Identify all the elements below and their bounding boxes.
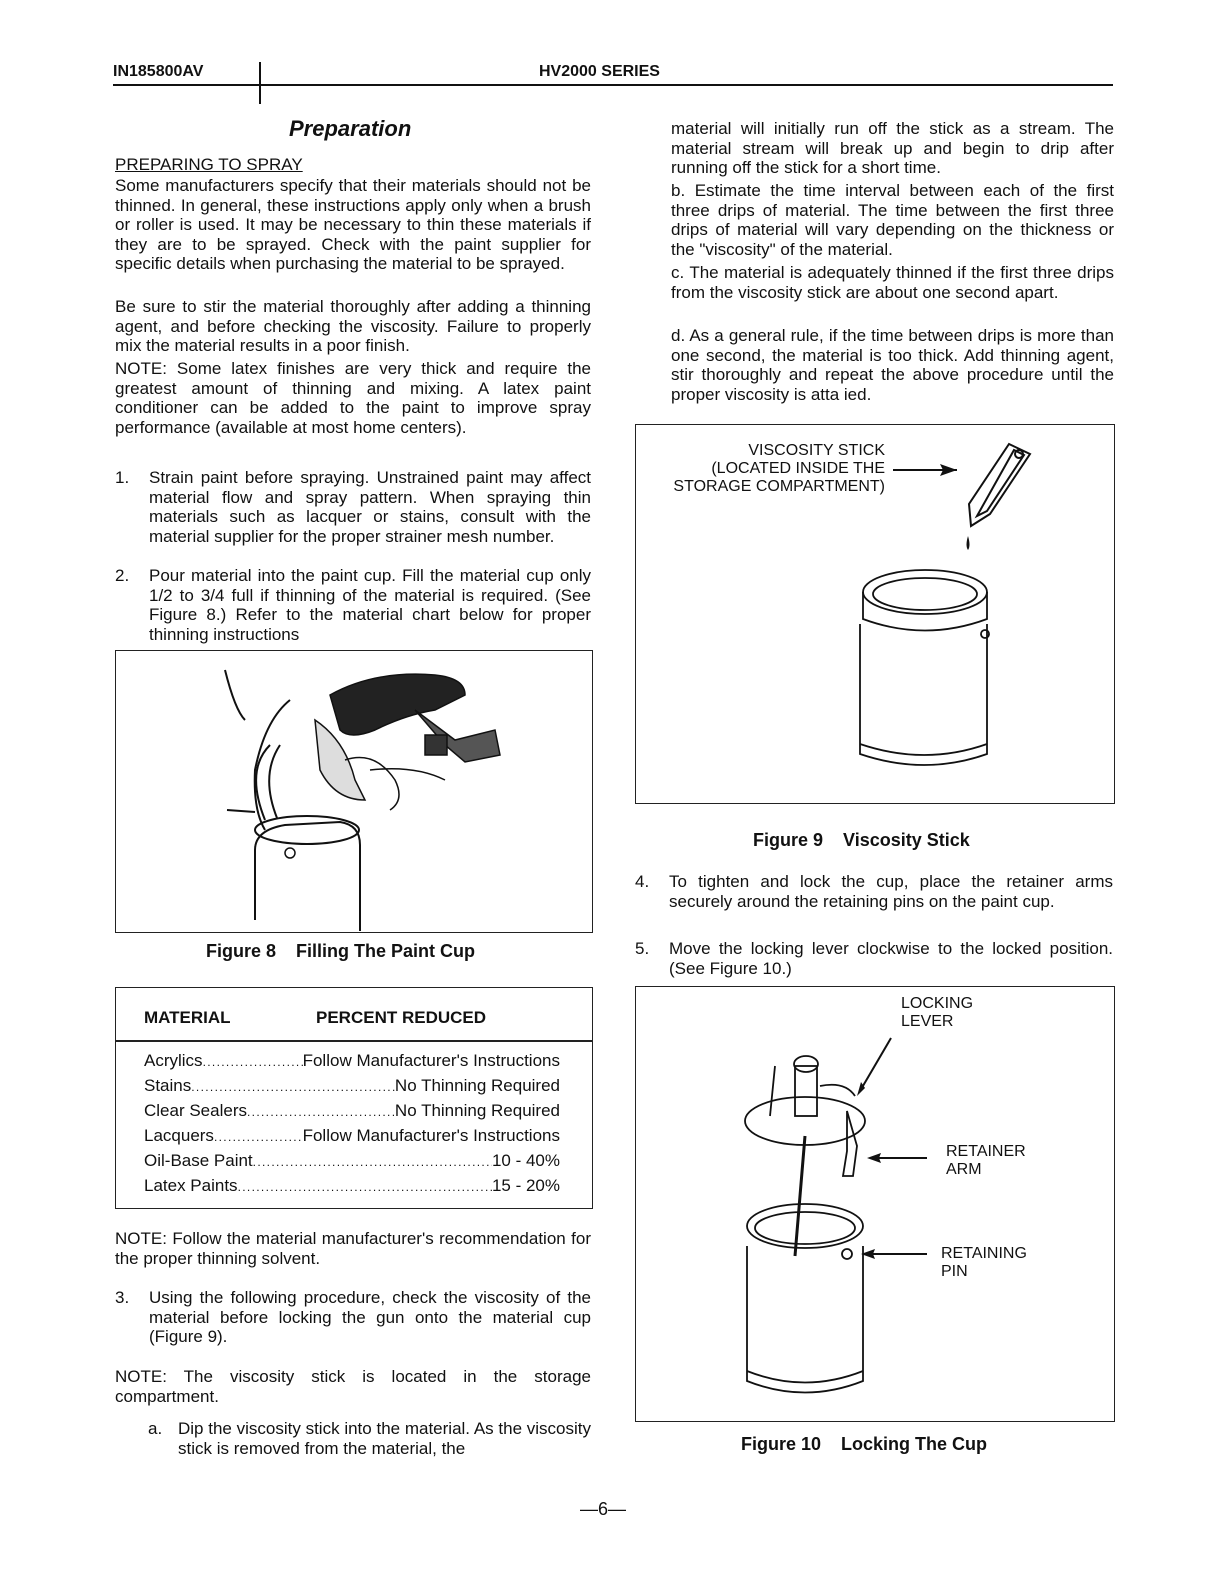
sub-step-a-continued: material will initially run off the stick as a stream. The material stream will break up and begin to drip after running off the stick for a short time.: [671, 119, 1114, 177]
step-1: [115, 468, 591, 546]
latex-note: NOTE: Some latex finishes are very thick and require the greatest amount of thinning and mixing. A latex paint conditioner can be added to the paint to improve spray performance (available at most home centers).: [115, 359, 591, 437]
figure-8-caption: Figure 8 Filling The Paint Cup: [206, 941, 476, 961]
label-line: STORAGE COMPARTMENT): [673, 478, 885, 495]
material-name: Clear Sealers: [144, 1101, 247, 1120]
table-row: [144, 1049, 560, 1074]
material-name: Lacquers: [144, 1126, 214, 1145]
material-value: No Thinning Required: [394, 1076, 560, 1095]
solvent-note: NOTE: Follow the material manufacturer's recommendation for the proper thinning solvent.: [115, 1229, 591, 1268]
page-number: —6—: [580, 1499, 627, 1519]
series-title: HV2000 SERIES: [539, 63, 660, 80]
material-value: Follow Manufacturer's Instructions: [302, 1126, 560, 1145]
figure-8-illustration: [115, 650, 591, 931]
label-line: LEVER: [901, 1013, 954, 1030]
step-number: 5.: [635, 939, 650, 958]
section-title: Preparation: [289, 116, 412, 141]
step-number: 4.: [635, 872, 650, 891]
table-row: [144, 1074, 560, 1099]
material-name: Oil-Base Paint: [144, 1151, 253, 1170]
sub-step-a: [148, 1419, 591, 1458]
step-5: [635, 939, 1113, 978]
material-value: No Thinning Required: [394, 1101, 560, 1120]
step-text: Pour material into the paint cup. Fill the material cup only 1/2 to 3/4 full if thinning of the material is required. (See Figure 8.) Refer to the material chart below for proper thinning instructions: [149, 566, 591, 644]
label-line: RETAINER: [946, 1143, 1026, 1160]
step-text: Move the locking lever clockwise to the locked position. (See Figure 10.): [669, 939, 1113, 978]
label-line: PIN: [941, 1263, 968, 1280]
table-header-rule: [116, 1040, 592, 1042]
header-rule: [113, 84, 1113, 86]
doc-number: IN185800AV: [113, 63, 204, 80]
step-number: 1.: [115, 468, 130, 487]
material-value: 10 - 40%: [491, 1151, 560, 1170]
step-number: 2.: [115, 566, 130, 585]
sub-step-b: b. Estimate the time interval between each of the first three drips of material. The time between the first three drips of material will vary depending on the thickness or the "viscosity" of the material.: [671, 181, 1114, 259]
material-table: [115, 987, 593, 1209]
col-percent: PERCENT REDUCED: [316, 1008, 487, 1027]
step-text: Strain paint before spraying. Unstrained paint may affect material flow and spray pattern. When spraying thin materials such as lacquer or stains, consult with the material supplier for the proper strainer mesh number.: [149, 468, 591, 546]
material-name: Stains: [144, 1076, 192, 1095]
sub-step-d: d. As a general rule, if the time between drips is more than one second, the material is too thick. Add thinning agent, stir thoroughly and repeat the above procedure until the proper viscosity is atta ied.: [671, 326, 1114, 404]
table-row: [144, 1124, 560, 1149]
material-value: Follow Manufacturer's Instructions: [302, 1051, 560, 1070]
label-line: RETAINING: [941, 1245, 1027, 1262]
figure-10-illustration: [635, 986, 1113, 1420]
col-material: MATERIAL: [144, 1008, 231, 1027]
figure-9-caption: Figure 9 Viscosity Stick: [753, 830, 970, 850]
step-text: Using the following procedure, check the viscosity of the material before locking the gun onto the material cup (Figure 9).: [149, 1288, 591, 1346]
table-row: [144, 1099, 560, 1124]
subheading: PREPARING TO SPRAY: [115, 155, 303, 174]
label-line: ARM: [946, 1161, 982, 1178]
material-name: Acrylics: [144, 1051, 203, 1070]
label-line: VISCOSITY STICK: [748, 442, 885, 459]
table-body: [144, 1049, 560, 1199]
material-value: 15 - 20%: [491, 1176, 560, 1195]
sub-step-letter: a.: [148, 1419, 163, 1438]
material-name: Latex Paints: [144, 1176, 238, 1195]
step-3: [115, 1288, 591, 1347]
figure-10-caption: Figure 10 Locking The Cup: [741, 1434, 988, 1454]
step-text: To tighten and lock the cup, place the retainer arms securely around the retaining pins on the paint cup.: [669, 872, 1113, 911]
sub-step-text: Dip the viscosity stick into the material. As the viscosity stick is removed from the material, the: [178, 1419, 591, 1458]
table-header: [144, 1008, 231, 1028]
sub-step-c: c. The material is adequately thinned if the first three drips from the viscosity stick are about one second apart.: [671, 263, 1114, 302]
step-4: [635, 872, 1113, 911]
table-row: [144, 1174, 560, 1199]
label-line: (LOCATED INSIDE THE: [711, 460, 885, 477]
step-2: [115, 566, 591, 644]
step-number: 3.: [115, 1288, 130, 1307]
intro-paragraph: Some manufacturers specify that their materials should not be thinned. In general, these instructions apply only when a brush or roller is used. It may be necessary to thin these materials if they are to be sprayed. Check with the paint supplier for specific details when purchasing the material to be sprayed.: [115, 176, 591, 273]
header-divider: [259, 62, 261, 104]
label-line: LOCKING: [901, 995, 974, 1012]
storage-note: NOTE: The viscosity stick is located in the storage compartment.: [115, 1367, 591, 1406]
table-row: [144, 1149, 560, 1174]
figure-9-illustration: [635, 424, 1113, 802]
table-header-2: [316, 1008, 486, 1028]
stir-paragraph: Be sure to stir the material thoroughly after adding a thinning agent, and before checking the viscosity. Failure to properly mix the material results in a poor finish.: [115, 297, 591, 355]
